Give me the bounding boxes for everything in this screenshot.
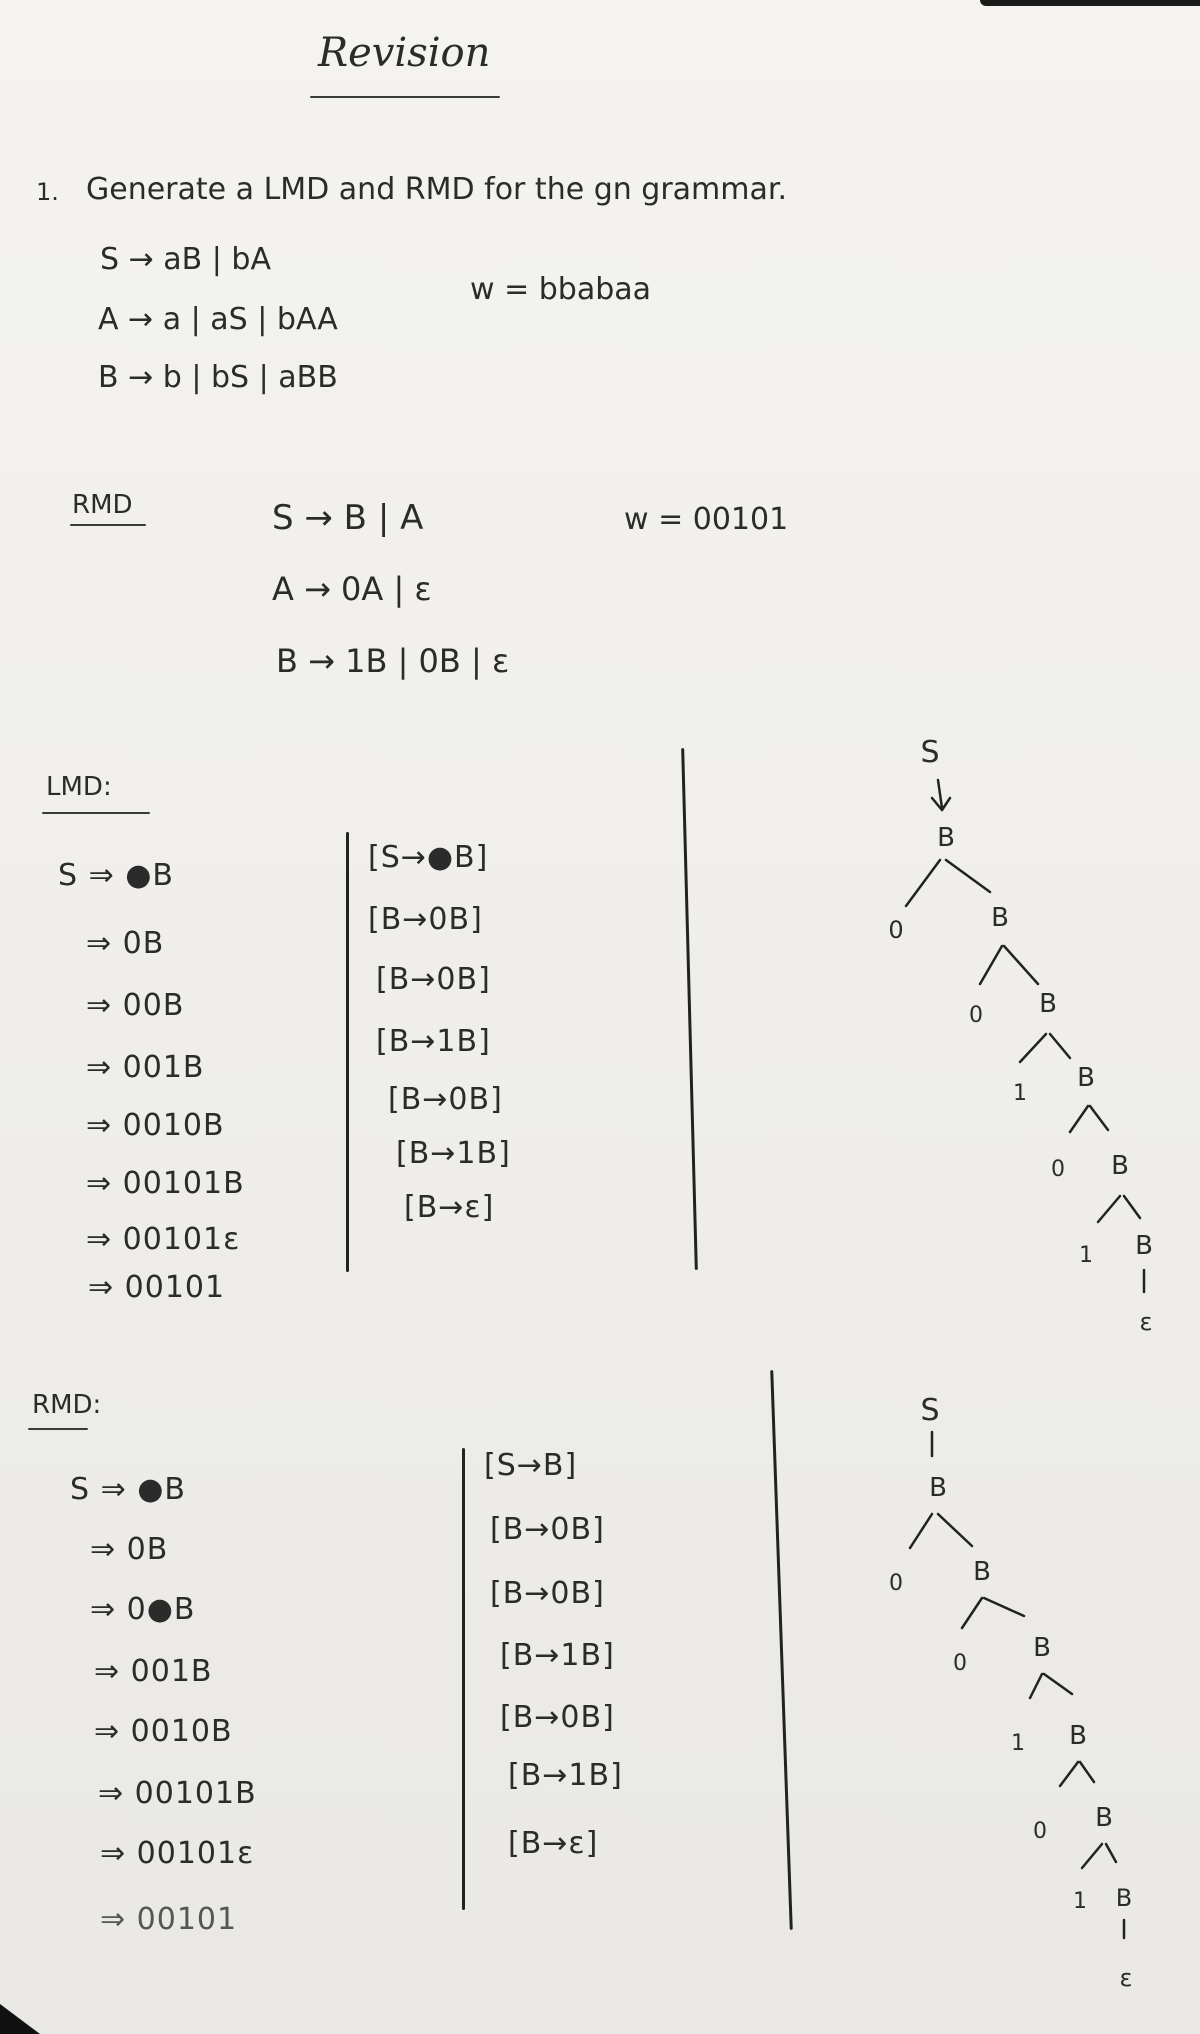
lmd-tree-node: B: [1077, 1063, 1095, 1093]
question-prompt: Generate a LMD and RMD for the gn grammar.: [86, 172, 788, 207]
rmd-tree-edge: [962, 1598, 982, 1628]
lmd-tree-leaf: 0: [888, 916, 904, 944]
lmd-tree-leaf: 0: [1051, 1157, 1065, 1182]
rmd-step: ⇒ 00101: [100, 1902, 238, 1937]
rmd-tree-node: B: [973, 1557, 991, 1587]
grammar2-label: RMD: [72, 490, 133, 520]
production-s: S → aB | bA: [100, 242, 271, 277]
rmd-tree-node: B: [1069, 1721, 1087, 1751]
rmd-tree-node: B: [1095, 1803, 1113, 1833]
lmd-tree-node: B: [1135, 1231, 1153, 1261]
rmd-tree-edge: [1082, 1844, 1102, 1868]
rmd-rule: [B→0B]: [490, 1576, 605, 1611]
rmd-tree-leaf: 0: [889, 1571, 903, 1596]
lmd-tree-node: B: [1111, 1151, 1129, 1181]
rmd-step: ⇒ 0●B: [90, 1592, 196, 1627]
rmd-label: RMD:: [32, 1390, 102, 1420]
grammar2-production-b: B → 1B | 0B | ε: [276, 642, 510, 680]
lmd-step: ⇒ 00101B: [86, 1166, 245, 1201]
production-a: A → a | aS | bAA: [98, 302, 338, 337]
rmd-step: ⇒ 0010B: [94, 1714, 233, 1749]
grammar2-production-s: S → B | A: [272, 498, 424, 538]
rmd-tree-edge: [1060, 1762, 1078, 1786]
question-word: w = bbabaa: [470, 272, 652, 307]
rmd-tree-edge: [984, 1598, 1024, 1616]
rmd-tree-node: B: [1115, 1884, 1133, 1912]
lmd-step: ⇒ 001B: [86, 1050, 205, 1085]
rmd-tree-leaf: 1: [1073, 1889, 1087, 1914]
lmd-tree-root: S: [920, 735, 940, 770]
lmd-tree-leaf: 1: [1079, 1243, 1093, 1268]
lmd-tree-node: B: [1039, 989, 1057, 1019]
page-corner-shadow: [0, 2004, 40, 2034]
lmd-step: ⇒ 00B: [86, 988, 185, 1023]
rmd-tree-edge: [938, 1514, 972, 1546]
rmd-tree-leaf: 0: [953, 1651, 967, 1676]
lmd-step: ⇒ 0010B: [86, 1108, 225, 1143]
lmd-rule: [B→0B]: [368, 902, 483, 937]
grammar2-word: w = 00101: [624, 502, 789, 537]
lmd-tree-end: ε: [1139, 1308, 1153, 1336]
rmd-tree-node: B: [929, 1473, 947, 1503]
lmd-step: ⇒ 0B: [86, 926, 165, 961]
rmd-rule: [B→0B]: [500, 1700, 615, 1735]
lmd-tree-leaf: 1: [1013, 1081, 1027, 1106]
page-title: Revision: [318, 30, 491, 76]
rmd-rule: [B→1B]: [508, 1758, 623, 1793]
rmd-tree-edge: [1030, 1674, 1042, 1698]
rmd-tree-edge: [1106, 1844, 1116, 1862]
rmd-step: ⇒ 0B: [90, 1532, 169, 1567]
lmd-step: ⇒ 00101ε: [86, 1222, 241, 1257]
lmd-rule: [S→●B]: [368, 840, 489, 875]
rmd-tree-leaf: 0: [1033, 1819, 1047, 1844]
question-number: 1.: [36, 178, 59, 206]
lmd-label: LMD:: [46, 772, 112, 802]
lmd-tree-node: B: [937, 823, 955, 853]
lmd-rule: [B→ε]: [404, 1190, 495, 1225]
rmd-step: ⇒ 00101ε: [100, 1836, 255, 1871]
rmd-tree-leaf: 1: [1011, 1731, 1025, 1756]
rmd-tree-node: B: [1033, 1633, 1051, 1663]
lmd-rule: [B→1B]: [376, 1024, 491, 1059]
lmd-rule: [B→0B]: [376, 962, 491, 997]
rmd-rule: [B→ε]: [508, 1826, 599, 1861]
rmd-step: S ⇒ ●B: [70, 1472, 187, 1507]
production-b: B → b | bS | aBB: [98, 360, 338, 395]
rmd-tree-root: S: [920, 1393, 940, 1428]
rmd-rule: [S→B]: [484, 1448, 578, 1483]
rmd-tree-end: ε: [1119, 1964, 1133, 1992]
rmd-step: ⇒ 00101B: [98, 1776, 257, 1811]
rmd-tree-edge: [910, 1514, 932, 1548]
rmd-tree-edge: [1044, 1674, 1072, 1694]
lmd-step: S ⇒ ●B: [58, 858, 175, 893]
lmd-tree-node: B: [991, 903, 1009, 933]
rmd-tree-edge: [1080, 1762, 1094, 1782]
lmd-step: ⇒ 00101: [88, 1270, 226, 1305]
rmd-rule: [B→0B]: [490, 1512, 605, 1547]
rmd-step: ⇒ 001B: [94, 1654, 213, 1689]
lmd-tree-leaf: 0: [969, 1003, 983, 1028]
grammar2-production-a: A → 0A | ε: [272, 570, 432, 608]
lmd-rule: [B→1B]: [396, 1136, 511, 1171]
rmd-rule: [B→1B]: [500, 1638, 615, 1673]
lmd-rule: [B→0B]: [388, 1082, 503, 1117]
